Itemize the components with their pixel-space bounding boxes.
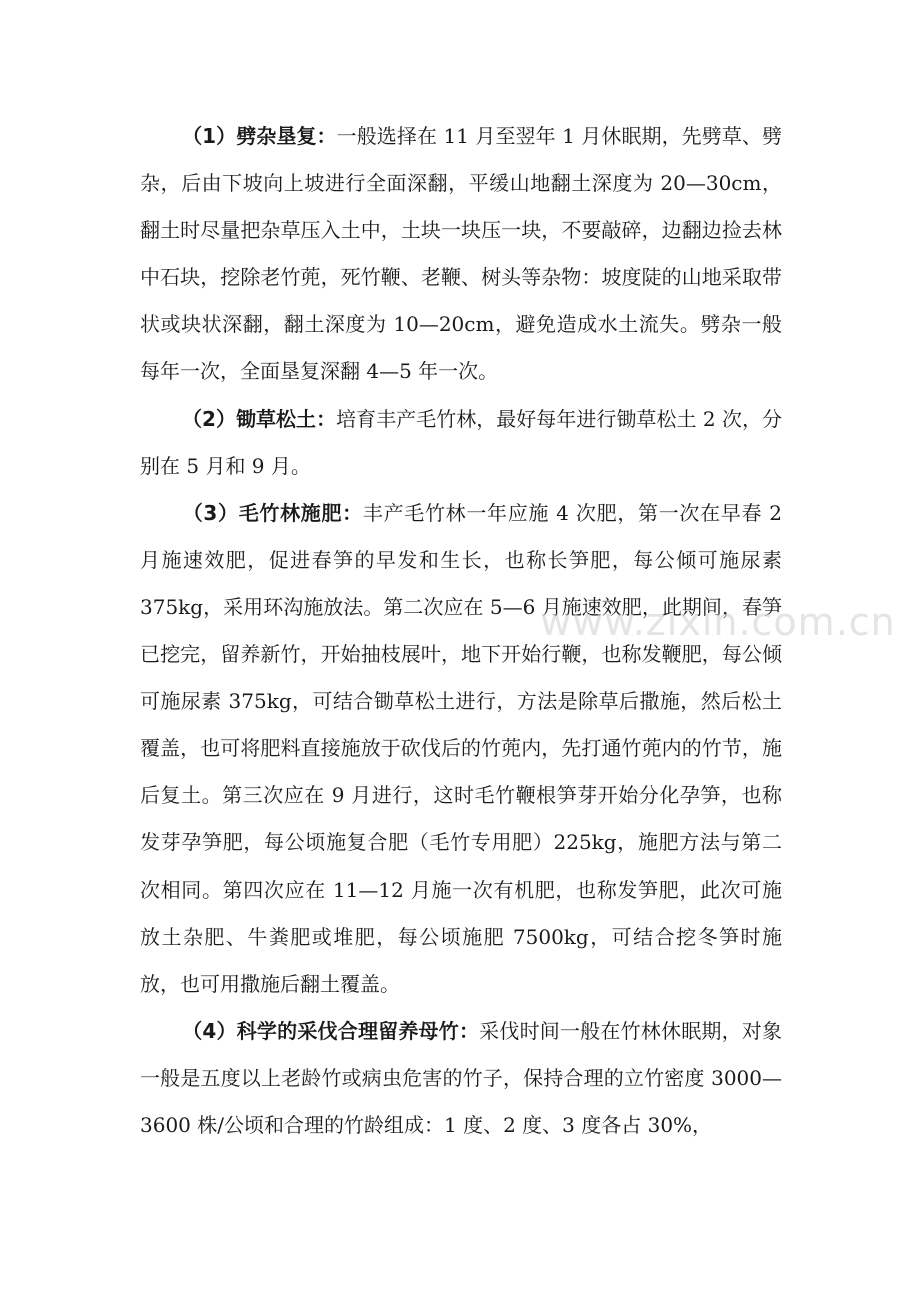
paragraph-text: 一般选择在 11 月至翌年 1 月休眠期，先劈草、劈杂，后由下坡向上坡进行全面深翻，平缓山地翻土深度为 20—30cm，翻土时尽量把杂草压入土中，土块一块压一块，不要敲碎，边翻边捡去林中石块，挖除老竹蔸，死竹鞭、老鞭、树头等杂物：坡度陡的山地采取带状或块状深翻，翻土深度为 10—20cm，避免造成水土流失。劈杂一般每年一次，全面垦复深翻 4—5 年一次。 [140,124,782,384]
watermark: www.zixin.com.cn [540,600,896,644]
paragraph-heading: （3）毛竹林施肥： [182,500,363,525]
paragraph-fertilization [140,490,782,1008]
paragraph-clearing-reclamation [140,113,782,396]
paragraph-heading: （4）科学的采伐合理留养母竹： [182,1018,480,1043]
document-body [140,113,782,1149]
paragraph-weeding-loosening [140,396,782,490]
paragraph-heading: （2）锄草松土： [182,406,337,431]
paragraph-harvesting-mother-bamboo [140,1008,782,1149]
paragraph-heading: （1）劈杂垦复： [182,124,337,148]
paragraph-text: 丰产毛竹林一年应施 4 次肥，第一次在早春 2 月施速效肥，促进春笋的早发和生长，也称长笋肥，每公倾可施尿素 375kg，采用环沟施放法。第二次应在 5—6 月施速效肥，此期间，春笋已挖完，留养新竹，开始抽枝展叶，地下开始行鞭，也称发鞭肥，每公倾可施尿素 375kg，可结合锄草松土进行，方法是除草后撒施，然后松土覆盖，也可将肥料直接施放于砍伐后的竹蔸内，先打通竹蔸内的竹节，施后复土。第三次应在 9 月进行，这时毛竹鞭根笋芽开始分化孕笋，也称发芽孕笋肥，每公顷施复合肥（毛竹专用肥）225kg，施肥方法与第二次相同。第四次应在 11—12 月施一次有机肥，也称发笋肥，此次可施放土杂肥、牛粪肥或堆肥，每公顷施肥 7500kg，可结合挖冬笋时施放，也可用撒施后翻土覆盖。 [140,500,782,996]
paragraph-text: 培育丰产毛竹林，最好每年进行锄草松土 2 次，分别在 5 月和 9 月。 [140,406,782,478]
paragraph-text: 采伐时间一般在竹林休眠期，对象一般是五度以上老龄竹或病虫危害的竹子，保持合理的立竹密度 3000—3600 株/公顷和合理的竹龄组成：1 度、2 度、3 度各占 30%， [140,1018,783,1137]
